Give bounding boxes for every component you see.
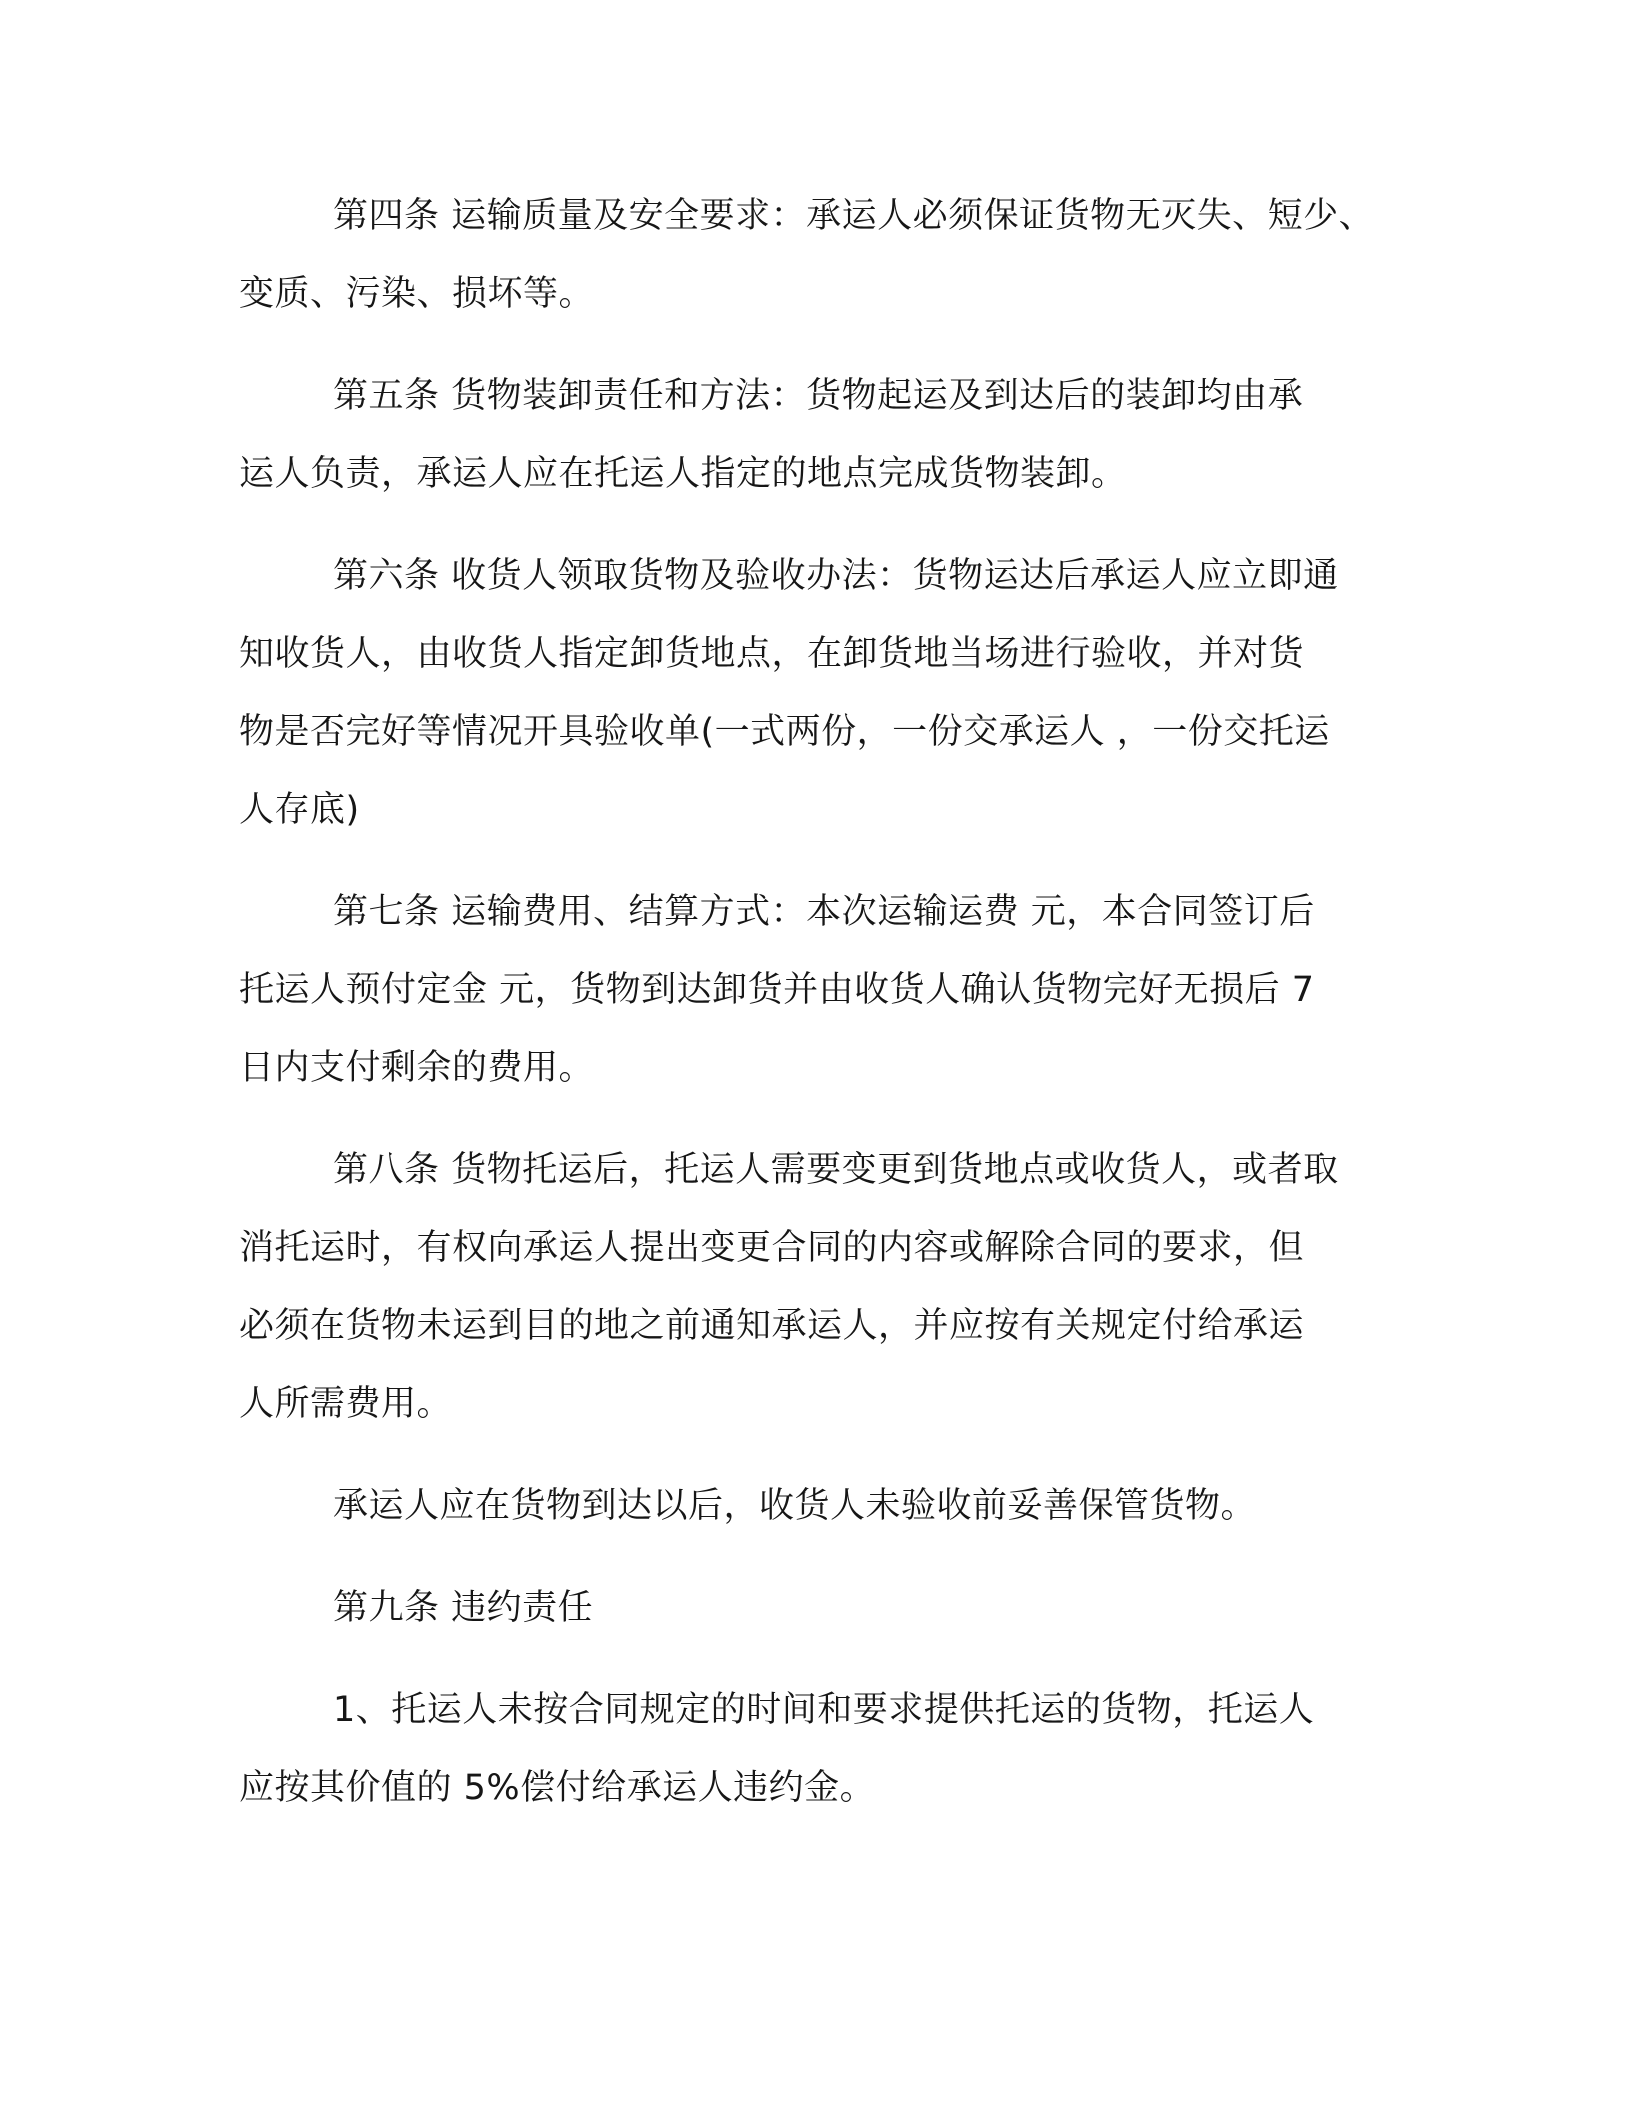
- article-8-line-3: 必须在货物未运到目的地之前通知承运人，并应按有关规定付给承运: [239, 1306, 1305, 1346]
- article-5-line-2: 运人负责，承运人应在托运人指定的地点完成货物装卸。: [239, 454, 1127, 494]
- article-6-line-4: 人存底): [239, 790, 360, 830]
- article-6-line-1: 第六条 收货人领取货物及验收办法：货物运达后承运人应立即通: [333, 556, 1339, 596]
- article-8-line-4: 人所需费用。: [239, 1384, 453, 1424]
- carrier-custody-paragraph: 承运人应在货物到达以后，收货人未验收前妥善保管货物。: [333, 1486, 1257, 1526]
- article-8-line-1: 第八条 货物托运后，托运人需要变更到货地点或收货人，或者取: [333, 1150, 1339, 1190]
- article-6-line-3: 物是否完好等情况开具验收单(一式两份，一份交承运人 ，一份交托运: [239, 712, 1330, 752]
- article-8-line-2: 消托运时，有权向承运人提出变更合同的内容或解除合同的要求，但: [239, 1228, 1305, 1268]
- clause-1-line-1: 1、托运人未按合同规定的时间和要求提供托运的货物，托运人: [333, 1690, 1315, 1730]
- article-7-line-2: 托运人预付定金 元，货物到达卸货并由收货人确认货物完好无损后 7: [239, 970, 1315, 1010]
- article-5-line-1: 第五条 货物装卸责任和方法：货物起运及到达后的装卸均由承: [333, 376, 1304, 416]
- article-7-line-3: 日内支付剩余的费用。: [239, 1048, 595, 1088]
- article-7-line-1: 第七条 运输费用、结算方式：本次运输运费 元，本合同签订后: [333, 892, 1315, 932]
- article-4-line-1: 第四条 运输质量及安全要求：承运人必须保证货物无灭失、短少、: [333, 196, 1375, 236]
- article-6-line-2: 知收货人，由收货人指定卸货地点，在卸货地当场进行验收，并对货: [239, 634, 1305, 674]
- clause-1-line-2: 应按其价值的 5%偿付给承运人违约金。: [239, 1768, 876, 1808]
- article-4-line-2: 变质、污染、损坏等。: [239, 274, 595, 314]
- article-9-heading: 第九条 违约责任: [333, 1588, 594, 1628]
